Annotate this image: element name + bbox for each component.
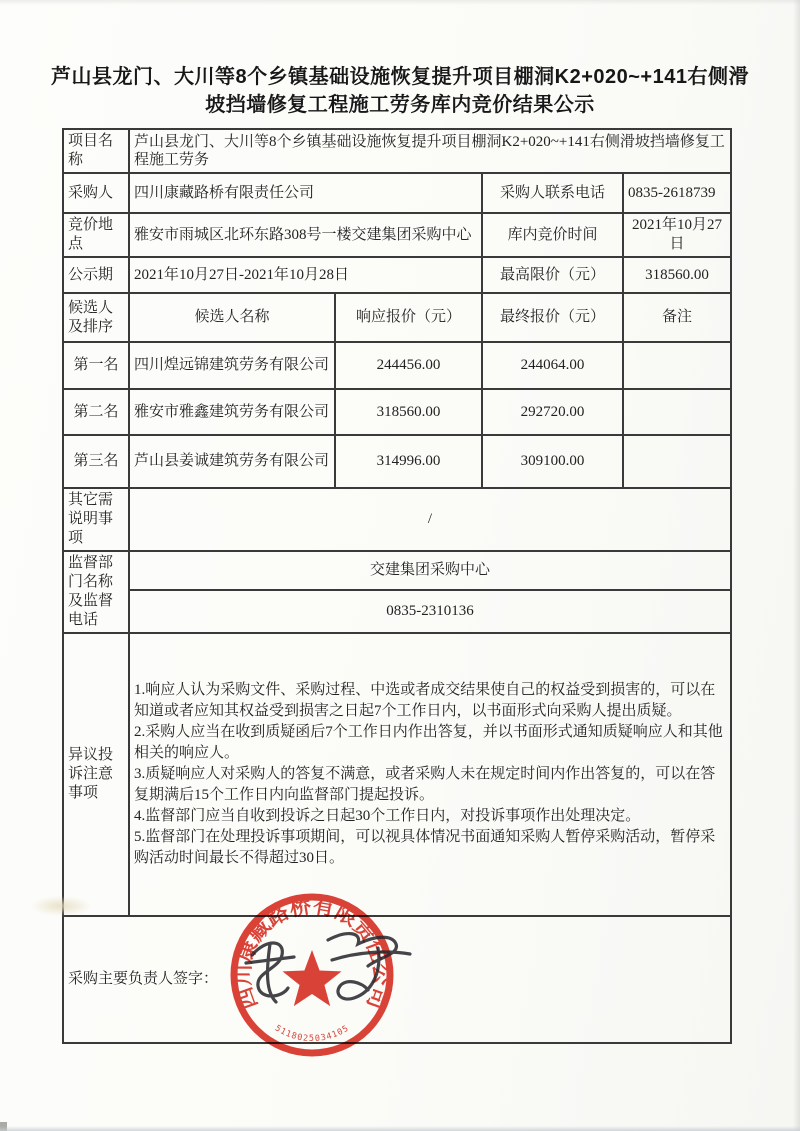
candidate-offer: 314996.00 — [335, 435, 482, 488]
candidate-name: 芦山县姜诚建筑劳务有限公司 — [129, 435, 335, 488]
objection-item-3: 3.质疑响应人对采购人的答复不满意，或者采购人未在规定时间内作出答复的，可以在答复期满后15个工作日内向监督部门提起投诉。 — [134, 766, 716, 803]
rank-header: 候选人及排序 — [63, 293, 129, 342]
purchaser-label: 采购人 — [63, 173, 129, 213]
candidate-row — [63, 435, 731, 488]
remark-header: 备注 — [623, 293, 731, 342]
table-row — [63, 551, 731, 590]
name-header: 候选人名称 — [129, 293, 335, 342]
candidate-remark — [623, 389, 731, 435]
candidate-rank: 第一名 — [63, 342, 129, 389]
table-row — [63, 129, 731, 173]
bid-time-label: 库内竞价时间 — [482, 213, 623, 257]
objection-item-4: 4.监督部门应当自收到投诉之日起30个工作日内，对投诉事项作出处理决定。 — [134, 808, 641, 824]
objection-row — [63, 633, 731, 916]
other-notes-value: / — [129, 488, 731, 551]
objection-content — [129, 633, 731, 916]
supervision-phone: 0835-2310136 — [129, 590, 731, 633]
objection-label: 异议投诉注意事项 — [63, 633, 129, 916]
supervision-label: 监督部门名称及监督电话 — [63, 551, 129, 633]
candidate-final: 292720.00 — [482, 389, 623, 435]
venue-value: 雅安市雨城区北环东路308号一楼交建集团采购中心 — [129, 213, 482, 257]
table-row — [63, 488, 731, 551]
bid-time-value: 2021年10月27日 — [623, 213, 731, 257]
other-notes-label: 其它需说明事项 — [63, 488, 129, 551]
project-name-label: 项目名称 — [63, 129, 129, 173]
supervision-dept: 交建集团采购中心 — [129, 551, 731, 590]
publicity-period-value: 2021年10月27日-2021年10月28日 — [129, 257, 482, 293]
candidate-rank: 第三名 — [63, 435, 129, 488]
bid-result-table — [62, 128, 732, 1044]
scan-smudge — [30, 896, 92, 916]
final-header: 最终报价（元） — [482, 293, 623, 342]
candidate-rank: 第二名 — [63, 389, 129, 435]
candidate-row — [63, 389, 731, 435]
purchaser-phone-label: 采购人联系电话 — [482, 173, 623, 213]
signature-row — [63, 916, 731, 1043]
seal-number-text: 5118025034105 — [272, 1023, 352, 1045]
objection-item-1: 1.响应人认为采购文件、采购过程、中选或者成交结果使自己的权益受到损害的，可以在知道或者应知其权益受到损害之日起7个工作日内，以书面形式向采购人提出质疑。 — [134, 682, 716, 719]
price-limit-label: 最高限价（元） — [482, 257, 623, 293]
objection-item-2: 2.采购人应当在收到质疑函后7个工作日内作出答复，并以书面形式通知质疑响应人和其他相关的响应人。 — [134, 724, 723, 761]
table-row — [63, 257, 731, 293]
purchaser-phone-value: 0835-2618739 — [623, 173, 731, 213]
signature-cell — [63, 916, 731, 1043]
scan-edge-shadow-top — [0, 0, 800, 5]
seal-company-text: 四川康藏路桥有限责任公司 — [230, 893, 394, 1013]
offer-header: 响应报价（元） — [335, 293, 482, 342]
candidates-header-row — [63, 293, 731, 342]
candidate-offer: 244456.00 — [335, 342, 482, 389]
candidate-final: 244064.00 — [482, 342, 623, 389]
scan-edge-shadow-bottom — [0, 1126, 800, 1131]
table-row — [63, 173, 731, 213]
publicity-period-label: 公示期 — [63, 257, 129, 293]
candidate-remark — [623, 435, 731, 488]
title-line-1: 芦山县龙门、大川等8个乡镇基础设施恢复提升项目棚洞K2+020~+141右侧滑 — [51, 66, 749, 88]
scan-edge-shadow-right — [793, 0, 800, 1131]
candidate-name: 四川煌远锦建筑劳务有限公司 — [129, 342, 335, 389]
document-title — [30, 63, 770, 119]
candidate-remark — [623, 342, 731, 389]
table-row — [63, 590, 731, 633]
price-limit-value: 318560.00 — [623, 257, 731, 293]
candidate-offer: 318560.00 — [335, 389, 482, 435]
candidate-final: 309100.00 — [482, 435, 623, 488]
signature-label: 采购主要负责人签字： — [68, 971, 219, 987]
table-row — [63, 213, 731, 257]
objection-item-5: 5.监督部门在处理投诉事项期间，可以视具体情况书面通知采购人暂停采购活动，暂停采购活动时间最长不得超过30日。 — [134, 829, 716, 866]
project-name-value: 芦山县龙门、大川等8个乡镇基础设施恢复提升项目棚洞K2+020~+141右侧滑坡挡墙修复工程施工劳务 — [129, 129, 731, 173]
title-line-2: 坡挡墙修复工程施工劳务库内竞价结果公示 — [205, 94, 595, 116]
venue-label: 竞价地点 — [63, 213, 129, 257]
purchaser-value: 四川康藏路桥有限责任公司 — [129, 173, 482, 213]
candidate-row — [63, 342, 731, 389]
candidate-name: 雅安市雅鑫建筑劳务有限公司 — [129, 389, 335, 435]
